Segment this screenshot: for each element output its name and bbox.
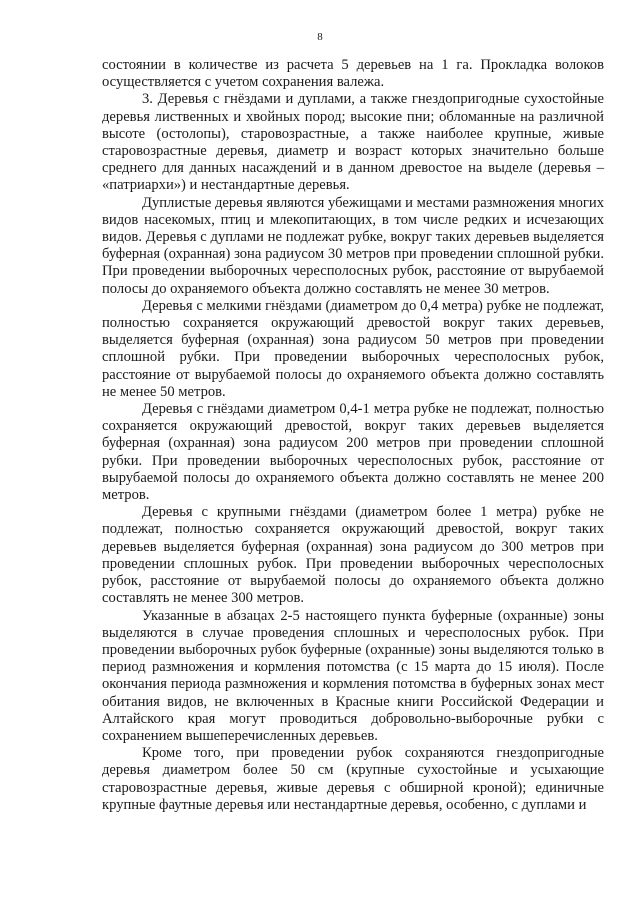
page-number: 8 — [317, 31, 323, 43]
paragraph-additional-trees: Кроме того, при проведении рубок сохраняются гнездопригодные деревья диаметром более 50 см (крупные сухостойные и усыхающие старовозрастные деревья, живые деревья с обширной кроной); единичные крупные фаутные деревья или нестандартные деревья, особенно, с дуплами и — [102, 745, 604, 813]
paragraph-large-nests: Деревья с крупными гнёздами (диаметром более 1 метра) рубке не подлежат, полностью сохраняется окружающий древостой, вокруг таких деревьев выделяется буферная (охранная) зона радиусом до 300 метров при проведении сплошных рубок. При проведении выборочных чересполосных рубок, расстояние от вырубаемой полосы до охраняемого объекта должно составлять не менее 300 метров. — [102, 504, 604, 607]
paragraph-medium-nests: Деревья с гнёздами диаметром 0,4-1 метра рубке не подлежат, полностью сохраняется окружающий древостой, вокруг таких деревьев выделяется буферная (охранная) зона радиусом 200 метров при проведении сплошной рубки. При проведении выборочных чересполосных рубок, расстояние от вырубаемой полосы до охраняемого объекта должно составлять не менее 200 метров. — [102, 401, 604, 504]
paragraph-buffer-zones: Указанные в абзацах 2-5 настоящего пункта буферные (охранные) зоны выделяются в случае проведения сплошных и чересполосных рубок. При проведении выборочных рубок буферные (охранные) зоны выделяются только в период размножения и кормления потомства (с 15 марта до 15 июля). После окончания периода размножения и кормления потомства в буферных зонах мест обитания видов, не включенных в Красные книги Российской Федерации и Алтайского края могут проводиться добровольно-выборочные рубки с сохранением вышеперечисленных деревьев. — [102, 607, 604, 744]
paragraph-item-3: 3. Деревья с гнёздами и дуплами, а также гнездопригодные сухостойные деревья лиственных и хвойных пород; высокие пни; обломанные на различной высоте (остолопы), старовозрастные, а также наиболее крупные, живые старовозрастные деревья, диаметр и возраст которых значительно больше среднего для данных насаждений и в данном древостое на выделе (деревья – «патриархи») и нестандартные деревья. — [102, 91, 604, 194]
page-body — [102, 57, 604, 814]
paragraph-small-nests: Деревья с мелкими гнёздами (диаметром до 0,4 метра) рубке не подлежат, полностью сохраняется окружающий древостой вокруг таких деревьев, выделяется буферная (охранная) зона радиусом 50 метров при проведении сплошной рубки. При проведении выборочных чересполосных рубок, расстояние от вырубаемой полосы до охраняемого объекта должно составлять не менее 50 метров. — [102, 297, 604, 400]
paragraph-continuation: состоянии в количестве из расчета 5 деревьев на 1 га. Прокладка волоков осуществляется с учетом сохранения валежа. — [102, 57, 604, 91]
paragraph-hollow-trees: Дуплистые деревья являются убежищами и местами размножения многих видов насекомых, птиц и млекопитающих, в том числе редких и исчезающих видов. Деревья с дуплами не подлежат рубке, вокруг таких деревьев выделяется буферная (охранная) зона радиусом 30 метров при проведении сплошной рубки. При проведении выборочных чересполосных рубок, расстояние от вырубаемой полосы до охраняемого объекта должно составлять не менее 30 метров. — [102, 194, 604, 297]
